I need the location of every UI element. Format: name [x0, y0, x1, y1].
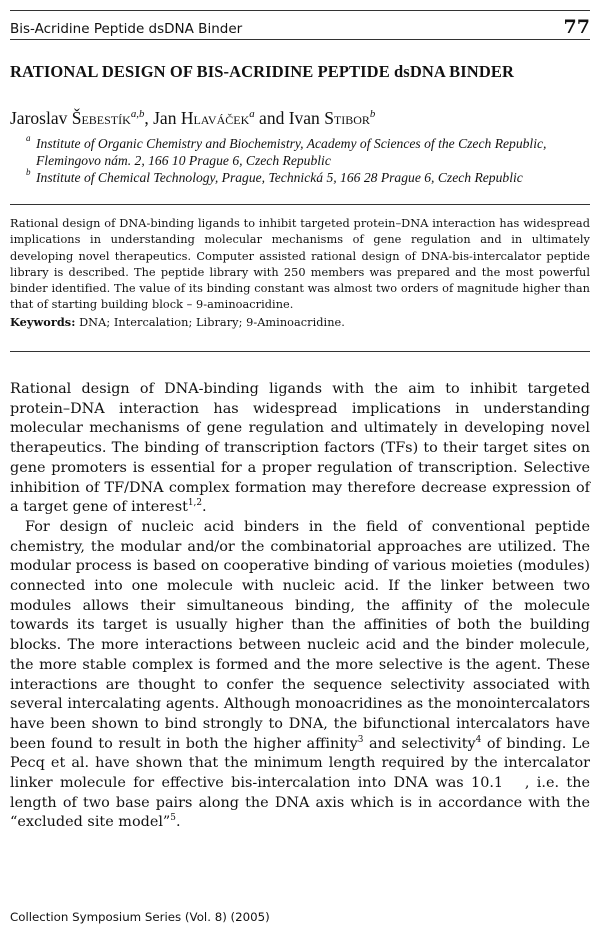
- abstract: [10, 216, 590, 331]
- paragraph-text: and selectivity: [363, 735, 476, 752]
- author-given-name: Ivan: [288, 108, 320, 128]
- citation: 3: [357, 734, 364, 745]
- author-affiliation-mark: b: [369, 108, 376, 121]
- keywords-label: Keywords:: [10, 314, 76, 329]
- author-given-name: Jaroslav: [10, 108, 68, 128]
- keywords: [10, 314, 590, 331]
- page-number: 77: [563, 16, 590, 38]
- affiliation: [26, 169, 591, 186]
- author-family-name: Hlaváček: [180, 108, 250, 128]
- body-paragraph: [10, 518, 590, 833]
- article-title: RATIONAL DESIGN OF BIS-ACRIDINE PEPTIDE dsDNA BINDER: [10, 62, 514, 81]
- paragraph-text: of binding. Le Pecq et al. have shown that the minimum length required by the intercalator linker molecule for effective bis-intercalation into DNA was 10.1 , i.e. the length of two base pairs along the DNA axis which is in accordance with the “excluded site model”: [10, 735, 590, 831]
- paragraph-end: .: [175, 814, 181, 831]
- header-rule: [10, 39, 590, 40]
- affiliation-text: Institute of Chemical Technology, Prague, Technická 5, 166 28 Prague 6, Czech Republic: [36, 170, 523, 185]
- affiliation-mark: b: [26, 167, 31, 177]
- author-family-name: Šebestík: [71, 108, 131, 128]
- top-rule: [10, 10, 590, 11]
- citation: 4: [475, 734, 482, 745]
- citation: 1,2: [187, 498, 203, 509]
- citation: 5: [170, 813, 176, 824]
- affiliation-text: Institute of Organic Chemistry and Biochemistry, Academy of Sciences of the Czech Republic, Flemingovo nám. 2, 166 10 Prague 6, Czech Republic: [36, 136, 547, 168]
- author-family-name: Stibor: [324, 108, 370, 128]
- body-text: [10, 380, 590, 833]
- paragraph-text: For design of nucleic acid binders in the field of conventional peptide chemistry, the modular and/or the combinatorial approaches are utilized. The modular process is based on cooperative binding of various moieties (modules) connected into one molecule with nucleic acid. If the linker between two modules allows their simultaneous binding, the affinity of the molecule towards its target is usually higher than the affinities of both the building blocks. The more interactions between nucleic acid and the binder molecule, the more stable complex is formed and the more selective is the agent. These interactions are thought to confer the sequence selectivity associated with several intercalating agents. Although monoacridines as the monointercalators have been shown to bind strongly to DNA, the bifunctional intercalators have been found to result in both the higher affinity: [10, 518, 590, 752]
- abstract-top-rule: [10, 204, 590, 205]
- affiliations: [26, 135, 591, 186]
- affiliation-mark: a: [26, 133, 31, 143]
- paragraph-text: Rational design of DNA-binding ligands with the aim to inhibit targeted protein–DNA interaction has widespread implications in understanding molecular mechanisms of gene regulation and ultimately in developing novel therapeutics. The binding of transcription factors (TFs) to their target sites on gene promoters is essential for a proper regulation of transcription. Selective inhibition of TF/DNA complex formation may therefore decrease expression of a target gene of interest: [10, 381, 590, 516]
- author-separator: ,: [144, 108, 154, 128]
- body-paragraph: [10, 380, 590, 518]
- paragraph-end: .: [202, 499, 207, 516]
- footer-series: Collection Symposium Series (Vol. 8) (2005): [10, 910, 270, 924]
- author-list: [10, 108, 590, 129]
- keywords-text: DNA; Intercalation; Library; 9-Aminoacridine.: [79, 315, 345, 329]
- running-title: Bis-Acridine Peptide dsDNA Binder: [10, 21, 243, 37]
- abstract-bottom-rule: [10, 351, 590, 352]
- author-separator: and: [254, 108, 289, 128]
- author-affiliation-mark: a: [249, 108, 255, 121]
- author-given-name: Jan: [153, 108, 177, 128]
- running-head: [10, 16, 590, 40]
- abstract-text: Rational design of DNA-binding ligands to inhibit targeted protein–DNA interaction has widespread implications in understanding molecular mechanisms of gene regulation and in ultimately developing novel therapeutics. Computer assisted rational design of DNA-bis-intercalator peptide library is described. The peptide library with 250 members was prepared and the most powerful binder identified. The value of its binding constant was almost two orders of magnitude higher than that of starting building block – 9-aminoacridine.: [10, 217, 590, 312]
- author-affiliation-mark: a,b: [130, 108, 145, 121]
- affiliation: [26, 135, 591, 169]
